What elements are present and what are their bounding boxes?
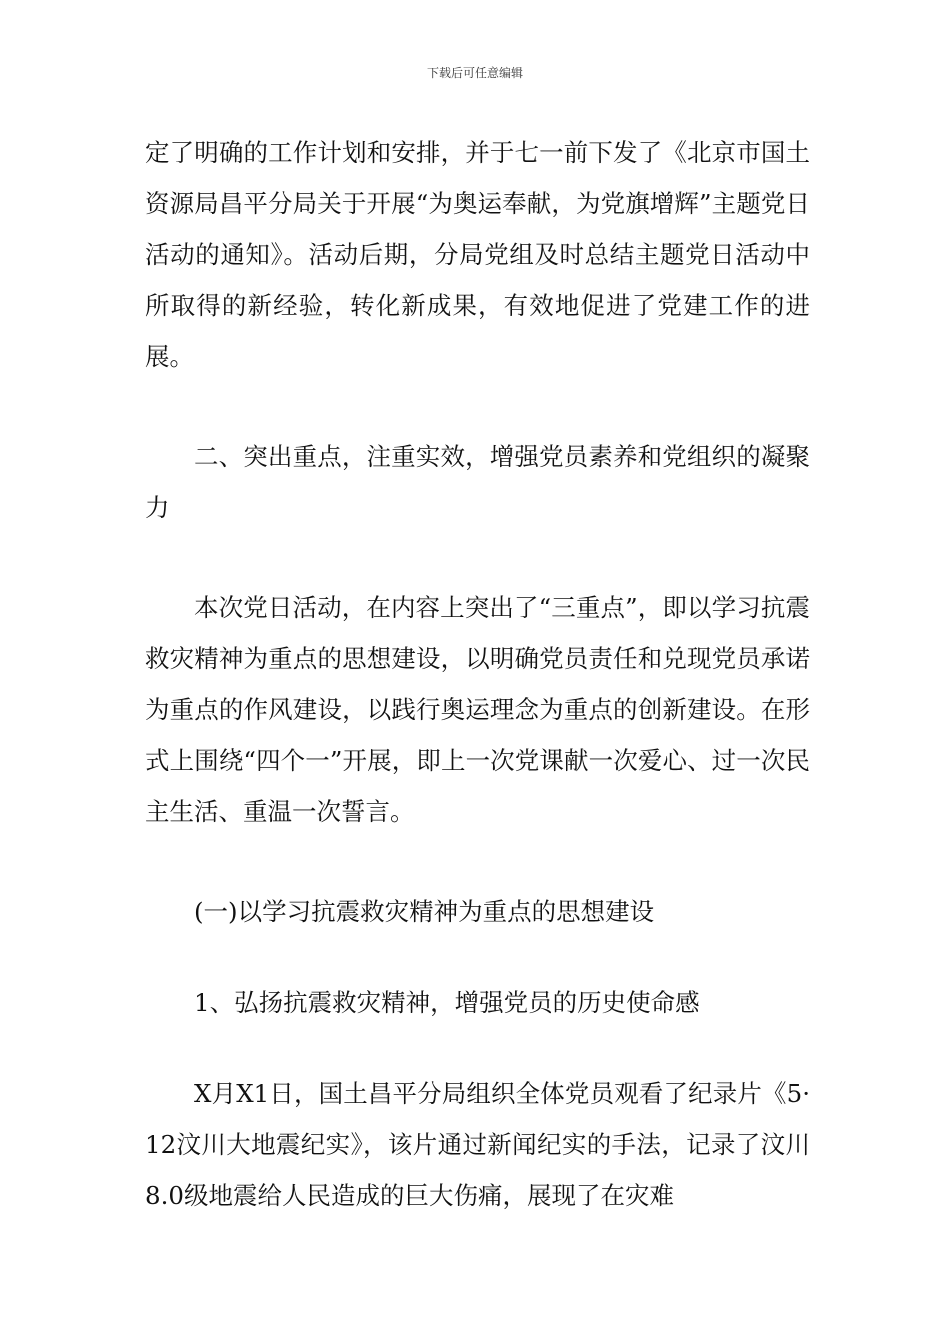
section-heading-two: 二、突出重点，注重实效，增强党员素养和党组织的凝聚力: [145, 442, 810, 522]
paragraph-documentary: X月X1日，国土昌平分局组织全体党员观看了纪录片《5·12汶川大地震纪实》，该片通过新闻纪实的手法，记录了汶川8.0级地震给人民造成的巨大伤痛，展现了在灾难: [145, 1079, 810, 1210]
paragraph-work-plan: 定了明确的工作计划和安排，并于七一前下发了《北京市国土资源局昌平分局关于开展“为奥运奉献，为党旗增辉”主题党日活动的通知》。活动后期，分局党组及时总结主题党日活动中所取得的新经验，转化新成果，有效地促进了党建工作的进展。: [145, 138, 810, 371]
item-heading-one: 1、弘扬抗震救灾精神，增强党员的历史使命感: [194, 988, 700, 1017]
subsection-heading-one: (一)以学习抗震救灾精神为重点的思想建设: [194, 897, 655, 926]
page-header: 下载后可任意编辑: [426, 66, 523, 80]
paragraph-three-focus: 本次党日活动，在内容上突出了“三重点”，即以学习抗震救灾精神为重点的思想建设，以明确党员责任和兑现党员承诺为重点的作风建设，以践行奥运理念为重点的创新建设。在形式上围绕“四个一”开展，即上一次党课献一次爱心、过一次民主生活、重温一次誓言。: [145, 593, 810, 826]
document-body: [145, 127, 810, 1270]
